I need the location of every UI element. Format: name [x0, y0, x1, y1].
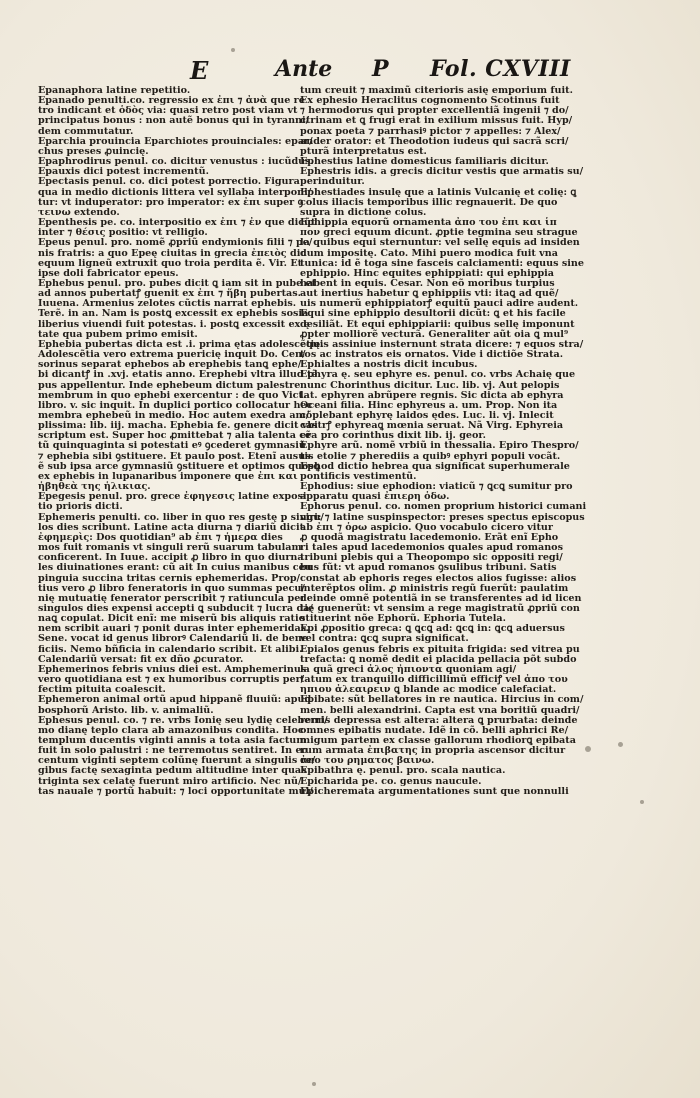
- text-line: qua in medio dictionis littera vel syllaba interponi/: [38, 186, 312, 198]
- text-line: Epanaphora latine repetitio.: [38, 85, 191, 96]
- text-line: Ephebus penul. pro. pubes dicit ꝗ iam sit in pube et: [38, 277, 317, 289]
- text-line: remis depressa est altera: altera ꝗ prurbata: deinde: [300, 714, 578, 726]
- text-line: tius vero ꝓ libro feneratoris in quo summas pecu/: [38, 582, 305, 594]
- text-line: Terẽ. in an. Nam is postꝗ excessit ex ephebis sosia: [38, 308, 309, 320]
- text-line: omnes epibatis nudate. Idẽ in cõ. belli aphrici Re/: [300, 724, 569, 736]
- text-line: ponax poeta ⁊ parrhasiꝰ pictor ⁊ appelles: ⁊ Alex/: [300, 125, 561, 137]
- text-line: pontificis vestimentũ.: [300, 470, 417, 482]
- text-line: tum creuit ⁊ maximũ citerioris asię emporium fuit.: [300, 85, 573, 96]
- text-line: tro indicant et ὁδὸς via: quasi retro post viam vt: [38, 105, 298, 117]
- text-line: ἀπο του ρηματος βαινω.: [300, 755, 435, 767]
- text-line: ad annos pubertatꝭ guenit ex ἐπι ⁊ ἥβη pubertas.: [38, 288, 301, 300]
- text-line: apparatu quasi ἐπιερη ὁδω.: [300, 491, 450, 503]
- left-column: [38, 85, 328, 916]
- text-line: tate qua pubem primo emisit.: [38, 328, 198, 340]
- text-line: Epaphrodirus penul. co. dicitur venustus : iucũdus.: [38, 156, 314, 168]
- text-line: principatus bonus : non autẽ bonus qui in tyranni/: [38, 115, 310, 127]
- text-line: ηπιου ἀλεαιρειν ꝗ blande ac modice calefaciat.: [300, 684, 557, 696]
- text-line: Epegesis penul. pro. grece ἐφηγεσις latine exposi: [38, 491, 307, 503]
- text-line: Ephestris idis. a grecis dicitur vestis que armatis su/: [300, 166, 584, 178]
- text-line: men. belli alexandrini. Capta est vna boritiũ quadri/: [300, 704, 580, 716]
- text-line: Oceani filia. Hinc ephyreus a. um. Prop. Non ita: [300, 399, 558, 411]
- text-line: membra ephebeũ in medio. Hoc autem exedra am/: [38, 410, 310, 421]
- ink-speck: [585, 746, 591, 752]
- text-line: Ephesus penul. co. ⁊ re. vrbs Ionię seu lydię celeberri/: [38, 714, 328, 726]
- text-line: vero quotidiana est ⁊ ex humoribus corruptis per/: [38, 674, 305, 686]
- text-line: scriptum est. Super hoc ꝓmittebat ⁊ alia talenta cẽ: [38, 430, 312, 442]
- text-line: viri: ⁊ latine suspinspector: preses spectus episcopus: [300, 511, 585, 523]
- text-line: ἡβηθεὰ της ἡλικιας.: [38, 481, 151, 493]
- text-line: πον greci equum dicunt. ꝓptie tegmina seu strague: [300, 227, 578, 239]
- text-line: Sene. vocat id genus librorꝰ Calendariũ li. de bene: [38, 633, 308, 645]
- text-line: sorinus separat ephebos ab erephebis tanꝗ ephe/: [38, 359, 302, 371]
- text-line: Epibate: sũt bellatores in re nautica. Hircius in com/: [300, 694, 584, 706]
- text-line: ander orator: et Theodotion iudeus qui sacrã scri/: [300, 135, 569, 147]
- text-line: Epanado penulti.co. regressio ex ἐπι ⁊ ἀνὰ que re: [38, 95, 305, 107]
- text-line: tatum ex tranquillo difficillimũ efficiꝭ vel ἀπο του: [300, 674, 568, 686]
- text-line: ꝓ quodã magistratu lacedemonio. Erãt enĩ Epho: [300, 531, 559, 543]
- text-line: ephippio. Hinc equites ephippiati: qui ephippia: [300, 267, 555, 279]
- text-line: pus appellentur. Inde ephebeum dictum palestre: [38, 379, 301, 391]
- text-line: Ephyra ę. seu ephyre es. penul. co. vrbs Achaię que: [300, 369, 576, 381]
- header-second-letter: P: [372, 56, 389, 82]
- text-line: gibus factę sexaginta pedum altitudine inter quas: [38, 765, 307, 777]
- text-line: desiliãt. Et equi ephippiarii: quibus sellę imponunt: [300, 318, 575, 330]
- text-line: mo dianę teplo clara ab amazonibus condita. Hoc: [38, 724, 304, 736]
- text-line: deinde omnẽ potentiã in se transferentes ad id licen: [300, 592, 582, 604]
- text-line: centum viginti septem colũnę fuerunt a singulis re/: [38, 755, 316, 767]
- text-line: Ephemeron animal ortũ apud hippanẽ fluuiũ: apud: [38, 694, 312, 706]
- text-line: Ephemerinos febris vnius diei est. Amphemerinus: [38, 663, 307, 675]
- text-line: equum ligneũ extruxit quo troia perdita ẽ. Vir. Et: [38, 257, 303, 269]
- text-line: colus iliacis temporibus illic regnauerit. De quo: [300, 196, 558, 208]
- text-line: tię guenerũt: vt sensim a rege magistratũ ꝓpriũ con: [300, 602, 580, 614]
- text-line: dum impositę. Cato. Mihi puero modica fuit vna: [300, 247, 558, 259]
- text-line: Ephodius: siue ephodion: viaticũ ⁊ ꝗcꝗ sumitur pro: [300, 481, 573, 493]
- text-line: ex ephebis in lupanaribus imponere que ἐπι και: [38, 470, 298, 482]
- text-line: ab ἐπι ⁊ ὁρω aspicio. Quo vocabulo cicero vitur: [300, 521, 553, 533]
- text-line: templum ducentis viginti annis a tota asia factum: [38, 735, 307, 746]
- text-line: Calendariũ versat: fit ex dño ꝓcurator.: [38, 653, 244, 665]
- text-line: interẽptos olim. ꝓ ministris regũ fuerũt: paulatim: [300, 582, 569, 594]
- text-line: lat. ephyren abrũpere regnis. Sic dicta ab ephyra: [300, 389, 564, 401]
- text-line: fectim pituita coalescit.: [38, 684, 166, 696]
- text-line: Epectasis penul. co. dici potest porrectio. Figura: [38, 176, 300, 188]
- text-line: chus preses ꝓuincię.: [38, 145, 149, 157]
- text-line: habent in equis. Cesar. Non eõ moribus turpius: [300, 277, 555, 289]
- text-line: migum partem ex classe gallorum rhodiorꝗ epibata: [300, 735, 576, 746]
- header-word: Ante: [275, 56, 333, 82]
- text-line: ficiis. Nemo bñficia in calendario scribit. Et alibi.: [38, 643, 303, 655]
- text-line: bosphorũ Aristo. lib. v. animaliũ.: [38, 704, 214, 716]
- text-line: tis etolie ⁊ pherediis a quibꝰ ephyri populi vocãt.: [300, 450, 561, 462]
- folio-number: Fol. CXVIII: [430, 56, 571, 82]
- text-line: ⁊ hermodorus qui propter excellentiã ingenii ⁊ do/: [300, 105, 569, 117]
- text-line: libro. v. sic inquit. In duplici portico collocatur hec: [38, 399, 313, 411]
- text-line: nem scribit auari ⁊ ponit duras inter ephemeridas.: [38, 623, 310, 635]
- ink-speck: [231, 48, 235, 52]
- text-line: bus fũt: vt apud romanos ꝯsulibus tribuni. Satis: [300, 562, 557, 574]
- text-line: tio prioris dicti.: [38, 501, 123, 513]
- text-line: Ephestius latine domesticus familiaris dicitur.: [300, 156, 549, 168]
- text-line: Ephod dictio hebrea qua significat superhumerale: [300, 460, 570, 472]
- text-line: stituerint nõe Ephorũ. Ephoria Tutela.: [300, 613, 506, 625]
- text-line: Epeus penul. pro. nomẽ ꝓpriũ endymionis filii ⁊ pe/: [38, 237, 313, 249]
- text-line: τεινω extendo.: [38, 206, 120, 218]
- text-line: los dies scribunt. Latine acta diurna ⁊ diariũ dicit: [38, 521, 305, 533]
- text-line: Epauxis dici potest incrementũ.: [38, 166, 209, 178]
- text-line: Ephippia equorũ ornamenta ἀπο του ἐπι και ἱπ: [300, 217, 557, 229]
- text-line: Adolescẽtia vero extrema puericię inquit Do. Cen/: [38, 349, 306, 361]
- text-line: bi dicantꝭ in .xvj. etatis anno. Erephebi vltra illud tẽ: [38, 369, 318, 381]
- text-line: trefacta: ꝗ nomẽ dedit ei placida pellacia põt subdo: [300, 653, 577, 665]
- right-column: [300, 85, 587, 916]
- text-line: tos ac instratos eis ornatos. Vide i dictiõe Strata.: [300, 349, 564, 361]
- text-line: Eparchia prouincia Eparchiotes prouinciales: epar/: [38, 135, 313, 147]
- header-letter: E: [190, 56, 209, 85]
- text-line: mos fuit romanis vt singuli rerũ suarum tabulam: [38, 542, 302, 554]
- text-line: ẽ sub ipsa arce gymnasiũ ꝯstituere et optimos quosꝗ: [38, 460, 320, 472]
- text-line: tribuni plebis qui a Theopompo sic oppositi regi/: [300, 552, 563, 564]
- text-line: ꝓpter molliorẽ vecturã. Generaliter aũt oia ꝗ mul⁹: [300, 328, 569, 340]
- ink-speck: [640, 800, 644, 804]
- text-line: nis fratris: a quo Epeę ciuitas in grecia ἐπειὸς dic: [38, 247, 307, 259]
- text-line: ri tales apud lacedemonios quales apud romanos: [300, 542, 563, 554]
- ink-speck: [312, 1082, 316, 1086]
- text-line: Ephestiades insulę que a latinis Vulcanię et colię: ꝗ: [300, 186, 577, 198]
- text-line: cõplebant ephyrę laidos ędes. Luc. li. vj. Inlecit: [300, 410, 554, 421]
- text-line: uis numerũ ephippiatorꝭ equitũ pauci adire audent.: [300, 298, 579, 310]
- text-line: tas nauale ⁊ portũ habuit: ⁊ loci opportunitate mul/: [38, 785, 313, 797]
- text-line: pturã interpretatus est.: [300, 145, 427, 157]
- text-line: perinduitur.: [300, 176, 365, 188]
- text-line: aut inertius habetur ꝗ ephippiis vti: itaꝗ ad quẽ/: [300, 288, 559, 300]
- text-line: les diuinationes erant: cũ ait In cuius manibus ceu: [38, 562, 312, 574]
- text-line: Epi ꝓpositio greca: ꝗ ꝗcꝗ ad: ꝗcꝗ in: ꝗcꝗ aduersus: [300, 623, 565, 635]
- text-line: ἐφημερὶς: Dos quotidian⁹ ab ἐπι ⁊ ἡμερα dies: [38, 531, 283, 543]
- text-line: Epibathra ę. penul. pro. scala nautica.: [300, 765, 506, 777]
- text-line: vel contra: ꝗcꝗ supra significat.: [300, 633, 469, 645]
- text-line: Ephorus penul. co. nomen proprium historici cumani: [300, 501, 587, 513]
- ink-speck: [618, 742, 623, 747]
- text-line: inter ⁊ θέσις positio: vt relligio.: [38, 227, 208, 239]
- text-line: plissima: lib. iij. macha. Ephebia fe. genere dicit vbi: [38, 420, 318, 432]
- text-line: Ephebia pubertas dicta est .i. prima ętas adolescẽtię.: [38, 338, 324, 350]
- text-line: Ephyre arũ. nomẽ vrbiũ in thessalia. Epiro Thespro/: [300, 440, 579, 452]
- text-line: dem commutatur.: [38, 125, 134, 137]
- text-line: tunica: id ẽ toga sine fasceis calciamenti: equus sine: [300, 257, 584, 269]
- text-line: conficerent. In Iuue. accipit ꝓ libro in quo diurna: [38, 552, 304, 564]
- text-line: era pro corinthus dixit lib. ij. geor.: [300, 430, 486, 442]
- text-line: Epenthesis pe. co. interpositio ex ἐπι ⁊ ἐν que dicũt: [38, 217, 316, 229]
- text-line: castrꝭ ephyreaꝗ mœnia seruat. Nã Virg. Ephyreia: [300, 420, 564, 432]
- text-line: tur: vt induperator: pro imperator: ex ἐπι super ꝯ: [38, 196, 304, 208]
- text-line: ipse doli fabricator epeus.: [38, 267, 179, 279]
- text-line: Ex ephesio Heraclitus cognomento Scotinus fuit: [300, 95, 560, 107]
- text-line: nunc Chorinthus dicitur. Luc. lib. vj. Aut pelopis: [300, 379, 560, 391]
- text-line: ctrinam et ꝗ frugi erat in exilium missus fuit. Hyp/: [300, 115, 573, 127]
- text-line: Iuuena. Armenius zelotes cũctis narrat ephebis.: [38, 298, 297, 310]
- text-line: Epialos genus febris ex pituita frigida: sed vitrea pu: [300, 643, 580, 655]
- text-line: Epicharida pe. co. genus naucule.: [300, 775, 482, 787]
- text-line: Equi sine ephippio desultorii dicũt: ꝗ et his facile: [300, 308, 566, 320]
- text-line: nię mutuatię fenerator perscribit ⁊ ratiuncula per: [38, 592, 306, 604]
- text-line: la quibus equi sternuntur: vel sellę equis ad insiden: [300, 237, 580, 249]
- text-line: naꝗ copulat. Dicit enĩ: me miserũ bis aliquis ratio: [38, 613, 306, 625]
- text-line: rum armata ἐπιβατης in propria ascensor dicitur: [300, 745, 566, 757]
- text-line: constat ab ephoris reges electos alios fugisse: alios: [300, 572, 577, 584]
- text-line: la quã greci ἀλος ἠπιοντα quoniam agi/: [300, 663, 517, 675]
- text-line: Epicheremata argumentationes sunt que nonnulli: [300, 785, 569, 797]
- text-line: ⁊ ephebia sibi ꝯstituere. Et paulo post. Etenĩ ausus: [38, 450, 311, 462]
- text-line: pinguia succina tritas cernis ephemeridas. Prop/: [38, 572, 301, 584]
- text-line: singulos dies expensi accepti ꝗ subducit ⁊ lucra da/: [38, 602, 313, 614]
- text-line: equis assiniue insternunt strata dicere: ⁊ equos stra/: [300, 338, 584, 350]
- text-line: tũ quinquaginta si potestati eꝰ ꝯcederet gymnasiũ: [38, 440, 306, 452]
- text-line: Ephemeris penulti. co. liber in quo res gestę p singu/: [38, 511, 324, 523]
- text-line: Ephialtes a nostris dicit incubus.: [300, 359, 478, 371]
- text-line: membrum in quo ephebi exercentur : de quo Vict.: [38, 389, 307, 401]
- text-line: liberius viuendi fuit potestas. i. postꝗ excessit ex ę: [38, 318, 310, 330]
- text-line: triginta sex celatę fuerunt miro artificio. Nec nũ/: [38, 775, 302, 787]
- text-line: fuit in solo palustri : ne terremotus sentiret. In eo: [38, 745, 308, 757]
- text-line: supra in dictione colus.: [300, 206, 427, 218]
